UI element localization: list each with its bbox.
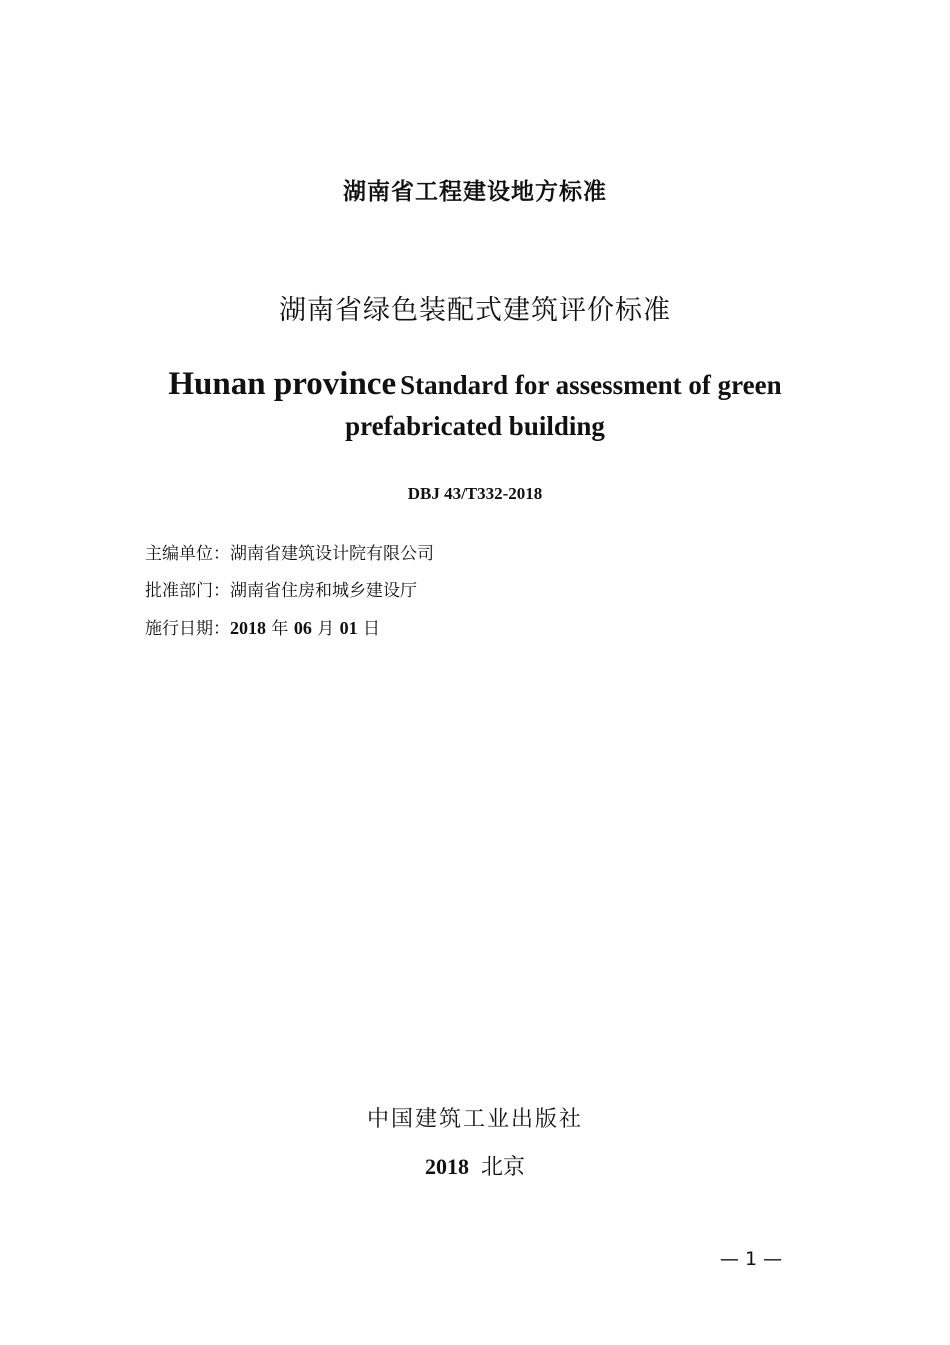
series-title: 湖南省工程建设地方标准 [343, 179, 607, 205]
approver-value: 湖南省住房和城乡建设厅 [230, 581, 417, 601]
english-title [0, 366, 950, 449]
editor-label: 主编单位： [145, 544, 230, 564]
date-label: 施行日期： [145, 619, 230, 639]
publication-city: 北京 [480, 1155, 525, 1180]
editor-value: 湖南省建筑设计院有限公司 [230, 544, 434, 564]
english-title-part3: prefabricated building [345, 411, 605, 441]
date-year-unit: 年 [271, 619, 289, 639]
info-row-editor [145, 536, 434, 573]
info-block [145, 536, 434, 647]
date-day: 01 [339, 618, 358, 638]
publication-year: 2018 [424, 1154, 469, 1179]
info-row-approver [145, 573, 434, 610]
page-number: — 1 — [719, 1248, 783, 1270]
date-year: 2018 [230, 618, 266, 638]
chinese-title: 湖南省绿色装配式建筑评价标准 [279, 295, 671, 326]
publisher-name: 中国建筑工业出版社 [366, 1107, 583, 1132]
approver-label: 批准部门： [145, 581, 230, 601]
date-day-unit: 日 [363, 619, 381, 639]
date-month-unit: 月 [317, 619, 335, 639]
date-month: 06 [293, 618, 312, 638]
standard-code: DBJ 43/T332-2018 [407, 484, 543, 503]
info-row-date [145, 610, 434, 647]
english-title-part1: Hunan province [168, 366, 397, 402]
publication-place [0, 1150, 950, 1181]
english-title-part2: Standard for assessment of green [400, 370, 782, 400]
